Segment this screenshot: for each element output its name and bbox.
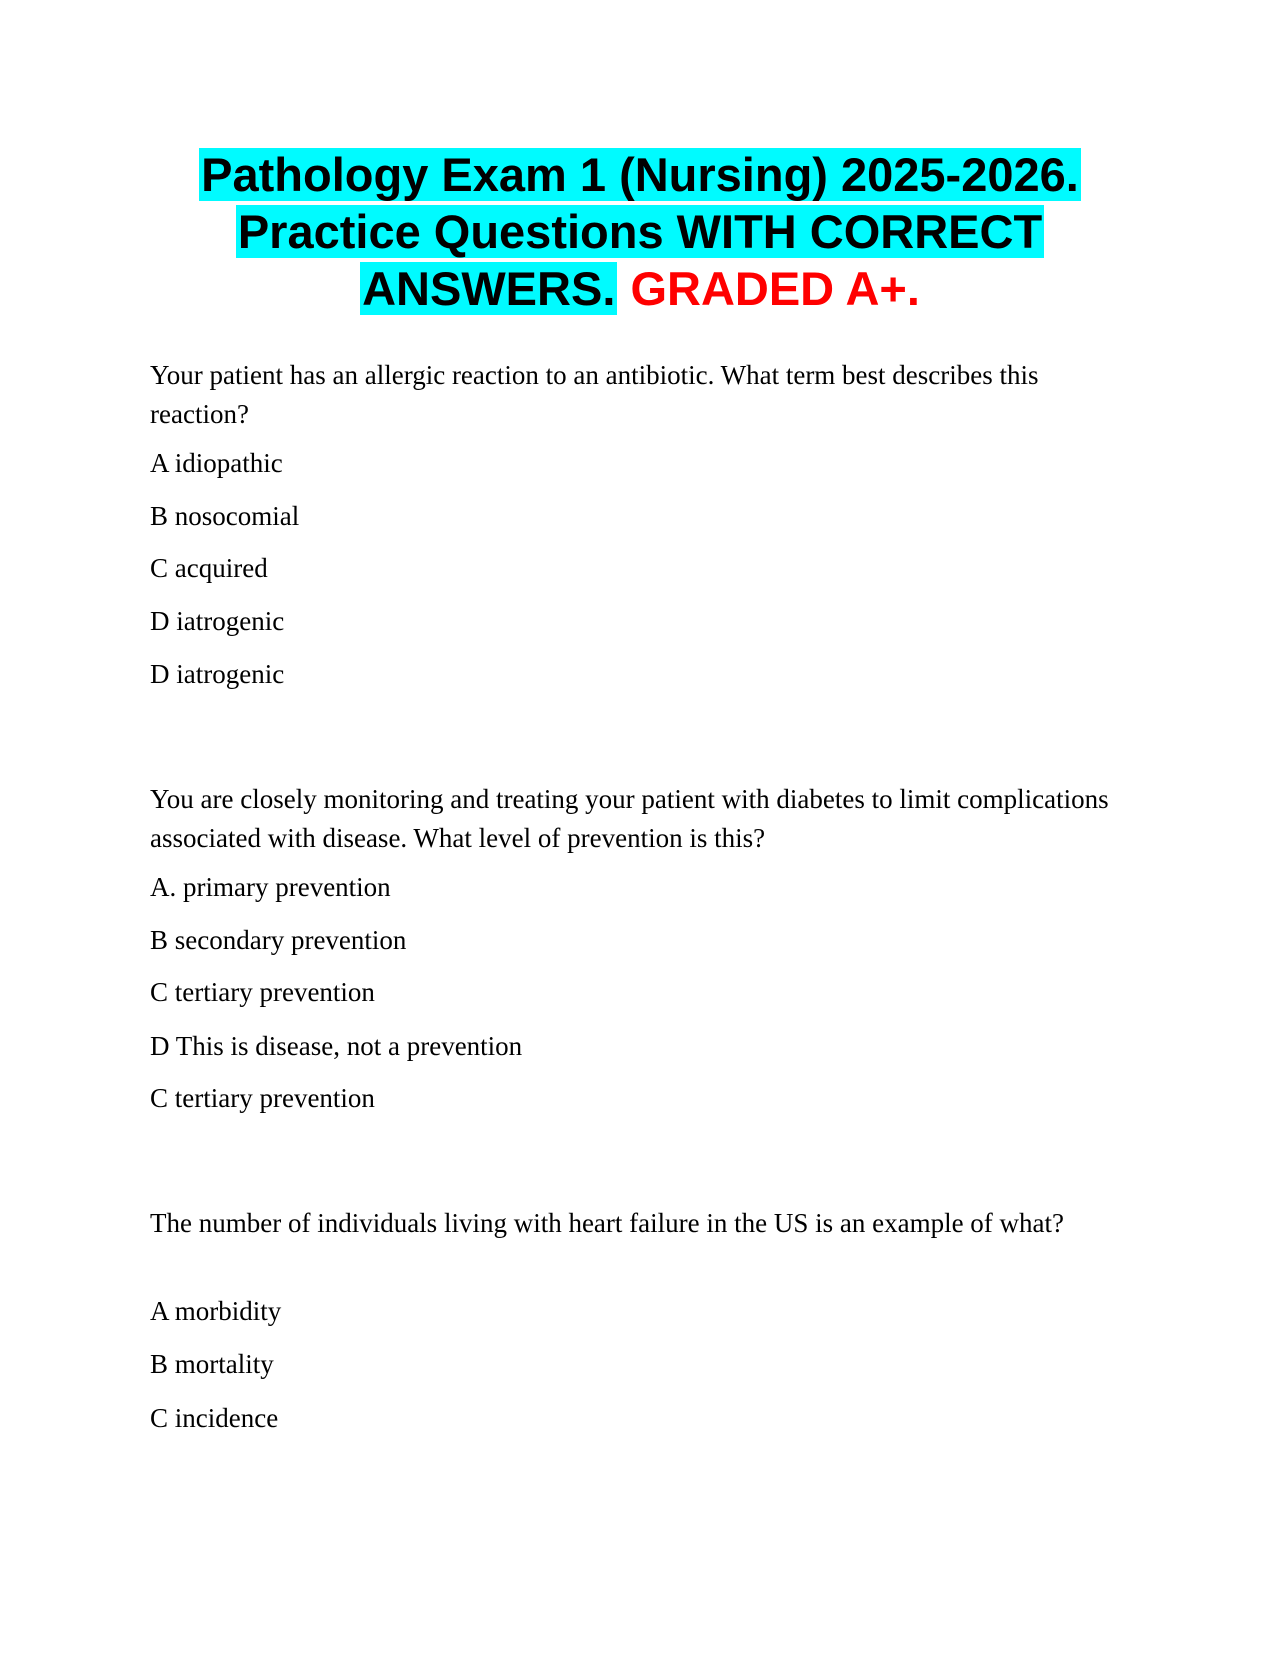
question-3-option-b: B mortality <box>150 1349 274 1379</box>
question-2-option-b: B secondary prevention <box>150 925 407 955</box>
question-1-text: Your patient has an allergic reaction to an antibiotic. What term best describes this reaction? <box>150 360 1039 429</box>
question-2-text: You are closely monitoring and treating your patient with diabetes to limit complications associated with disease. What level of prevention is this? <box>150 784 1109 853</box>
title-line-2: Practice Questions WITH CORRECT <box>237 205 1043 258</box>
question-2-option-a: A. primary prevention <box>150 872 391 902</box>
question-1-answer: D iatrogenic <box>150 659 285 689</box>
question-3-option-a: A morbidity <box>150 1296 282 1326</box>
question-2-option-c: C tertiary prevention <box>150 977 375 1007</box>
graded-label: GRADED A+. <box>630 262 920 315</box>
question-1-option-a: A idiopathic <box>150 448 283 478</box>
document-title <box>110 146 1170 317</box>
question-2-option-d: D This is disease, not a prevention <box>150 1031 523 1061</box>
question-1-option-b: B nosocomial <box>150 501 300 531</box>
question-3-text: The number of individuals living with heart failure in the US is an example of what? <box>150 1208 1065 1238</box>
question-2-answer: C tertiary prevention <box>150 1083 375 1113</box>
title-line-1: Pathology Exam 1 (Nursing) 2025-2026. <box>201 148 1079 201</box>
question-1-option-c: C acquired <box>150 553 268 583</box>
question-1-option-d: D iatrogenic <box>150 606 285 636</box>
title-line-3: ANSWERS. <box>362 262 616 315</box>
question-3-option-c: C incidence <box>150 1403 279 1433</box>
